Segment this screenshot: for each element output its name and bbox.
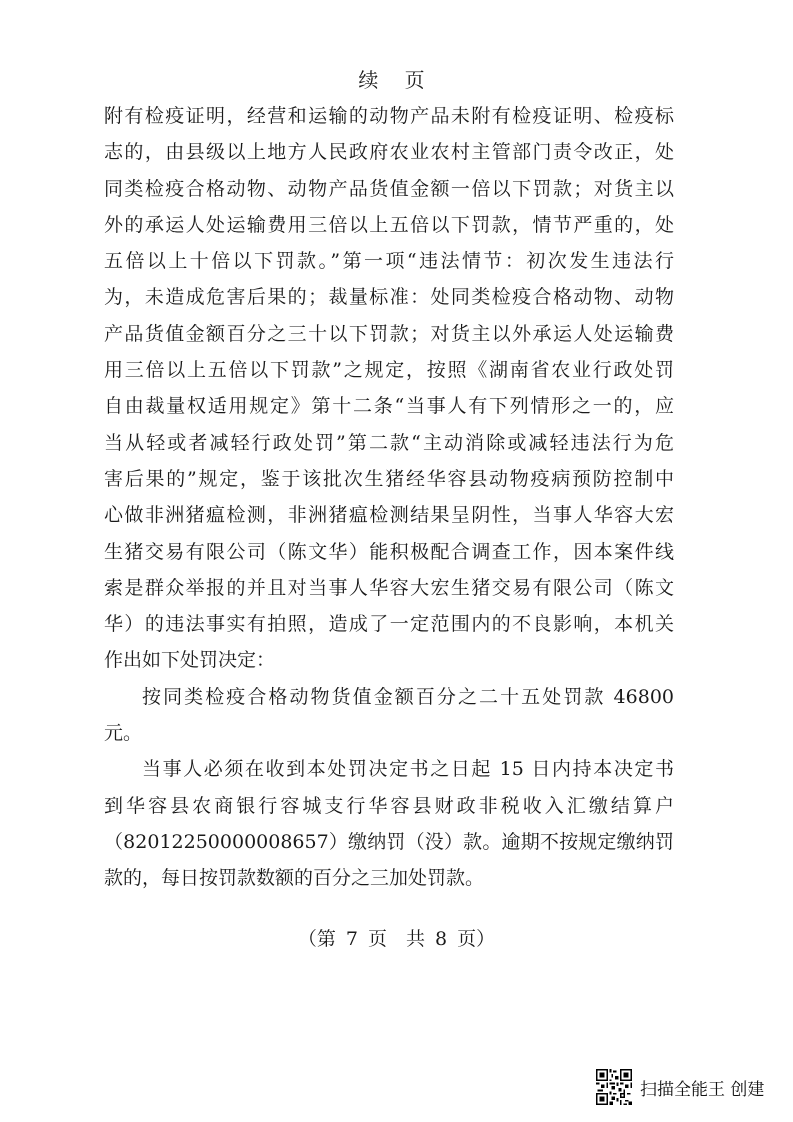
body-line: 当从轻或者减轻行政处罚”第二款“主动消除或减轻违法行为危: [104, 431, 674, 454]
watermark-label: 扫描全能王 创建: [640, 1079, 765, 1100]
body-line: 用三倍以上五倍以下罚款”之规定，按照《湖南省农业行政处罚: [104, 359, 674, 382]
body-line: 志的，由县级以上地方人民政府农业农村主管部门责令改正，处: [104, 141, 674, 164]
payment-instruction-line: 当事人必须在收到本处罚决定书之日起 15 日内持本决定书: [142, 758, 674, 781]
document-body: [104, 98, 674, 897]
body-line: 附有检疫证明，经营和运输的动物产品未附有检疫证明、检疫标: [104, 105, 674, 127]
body-line: 心做非洲猪瘟检测，非洲猪瘟检测结果呈阴性，当事人华容大宏: [104, 504, 674, 527]
penalty-decision-line: 元。: [104, 722, 143, 745]
body-line: 自由裁量权适用规定》第十二条“当事人有下列情形之一的，应: [104, 395, 674, 418]
page-number: （第 7 页 共 8 页）: [297, 928, 496, 950]
body-line: 作出如下处罚决定：: [104, 649, 276, 672]
penalty-decision-line: 按同类检疫合格动物货值金额百分之二十五处罚款 46800: [142, 685, 674, 708]
page-header-continuation: 续 页: [358, 68, 435, 92]
body-line: 害后果的”规定，鉴于该批次生猪经华容县动物疫病预防控制中: [104, 467, 674, 490]
body-line: 华）的违法事实有拍照，造成了一定范围内的不良影响，本机关: [104, 613, 674, 636]
body-line: 同类检疫合格动物、动物产品货值金额一倍以下罚款；对货主以: [104, 177, 674, 200]
payment-instruction-line: 款的，每日按罚款数额的百分之三加处罚款。: [104, 867, 485, 890]
payment-instruction-line: 到华容县农商银行容城支行华容县财政非税收入汇缴结算户: [104, 794, 674, 817]
payment-instruction-line: （82012250000008657）缴纳罚（没）款。逾期不按规定缴纳罚: [104, 830, 674, 853]
body-line: 五倍以上十倍以下罚款。”第一项“违法情节：初次发生违法行: [104, 250, 674, 273]
body-line: 生猪交易有限公司（陈文华）能积极配合调查工作，因本案件线: [104, 540, 674, 563]
body-line: 为，未造成危害后果的；裁量标准：处同类检疫合格动物、动物: [104, 286, 674, 309]
body-line: 索是群众举报的并且对当事人华容大宏生猪交易有限公司（陈文: [104, 576, 674, 599]
scanner-watermark: [596, 1069, 764, 1105]
qr-code-icon: [596, 1069, 632, 1105]
body-line: 产品货值金额百分之三十以下罚款；对货主以外承运人处运输费: [104, 322, 674, 345]
body-line: 外的承运人处运输费用三倍以上五倍以下罚款，情节严重的，处: [104, 213, 674, 236]
